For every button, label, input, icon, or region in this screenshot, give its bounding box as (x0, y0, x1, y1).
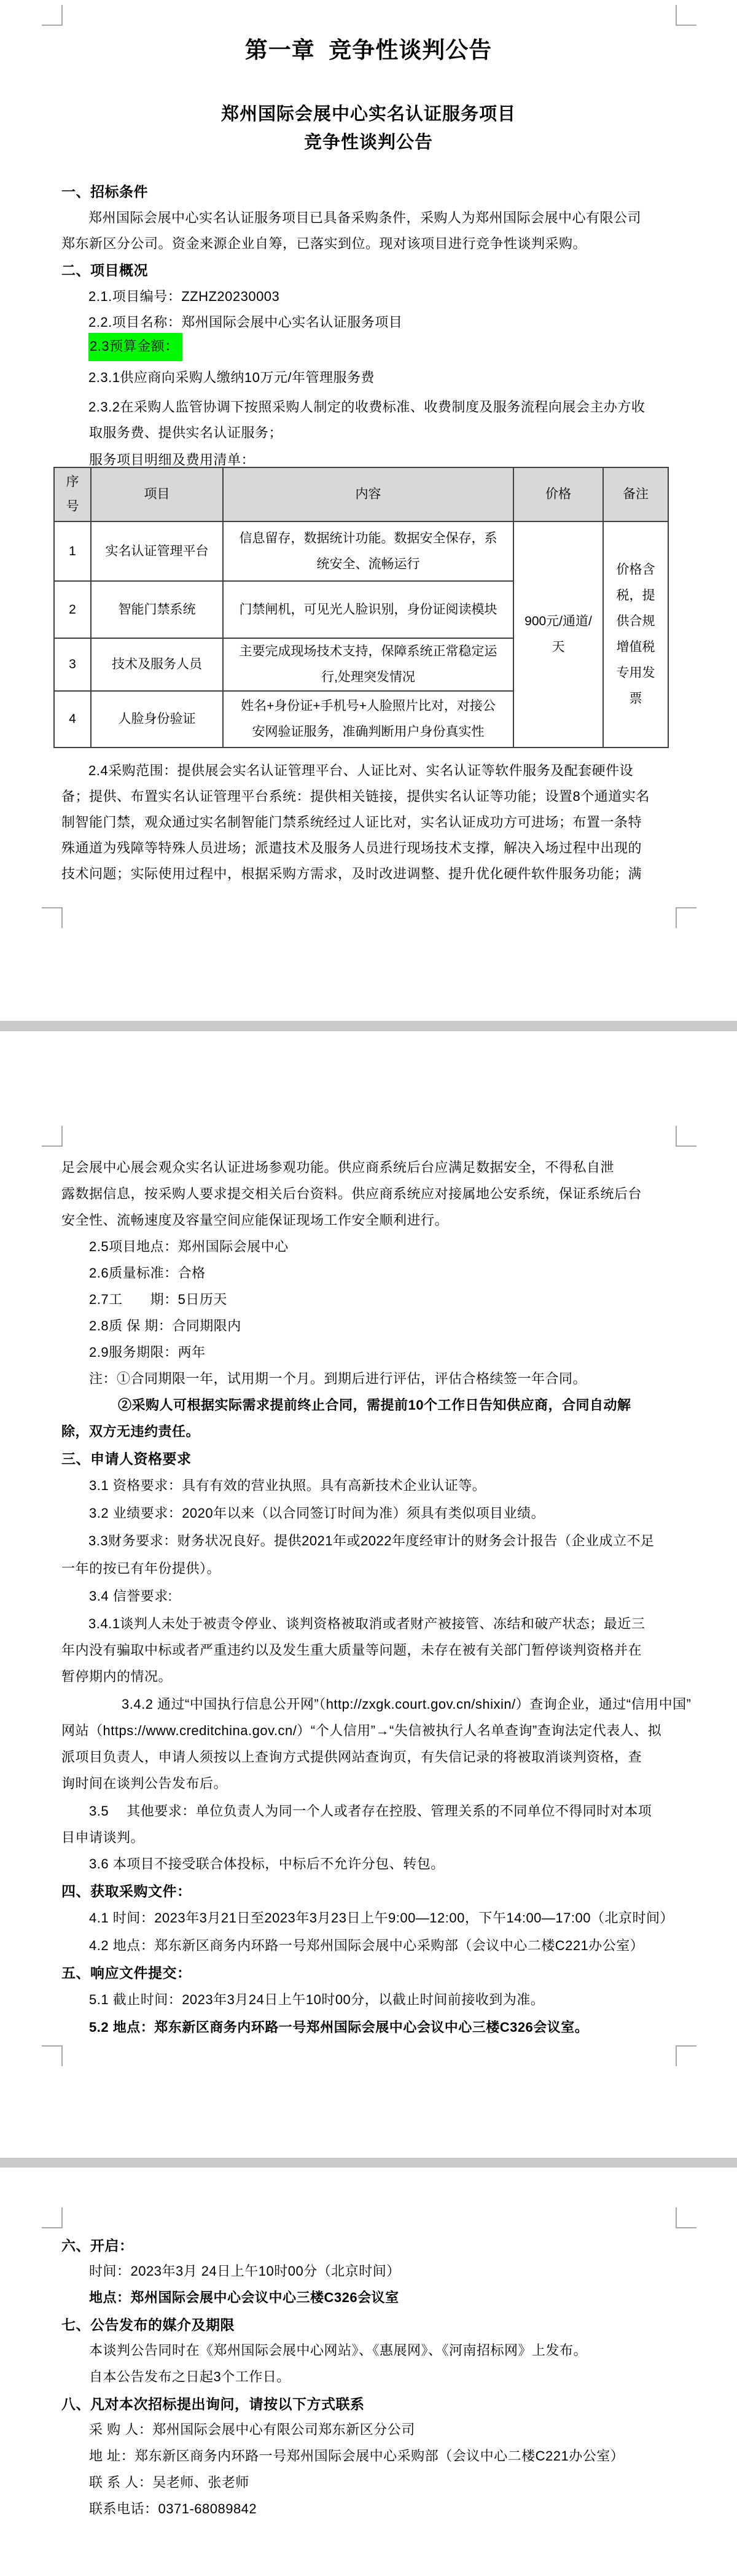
text-line: 服务项目明细及费用清单： (89, 452, 255, 467)
text-line: 2.8质 保 期：合同期限内 (89, 1318, 241, 1333)
section-heading-4: 四、获取采购文件： (61, 1883, 192, 1899)
text-line: 2.9服务期限：两年 (89, 1345, 206, 1360)
col-header-content: 内容 (223, 467, 513, 521)
row-no: 2 (54, 581, 91, 638)
highlighted-text: 2.3预算金额： (88, 333, 182, 361)
text-line: 暂停期内的情况。 (61, 1669, 173, 1684)
margin-corner-mark (676, 1126, 696, 1147)
text-line: 2.3.2在采购人监管协调下按照采购人制定的收费标准、收费制度及服务流程向展会主办方收 (88, 399, 645, 415)
text-line: 3.1 资格要求：具有有效的营业执照。具有高新技术企业认证等。 (89, 1478, 486, 1493)
row-no: 1 (54, 521, 91, 581)
text-line: 一年的按已有年份提供）。 (61, 1561, 221, 1576)
row-no: 4 (54, 691, 91, 747)
margin-corner-mark (676, 5, 696, 26)
text-line: 地点：郑州国际会展中心会议中心三楼C326会议室 (89, 2290, 399, 2305)
contact-phone-line: 联系电话：0371-68089842 (89, 2501, 257, 2516)
text-line: 2.1.项目编号：ZZHZ20230003 (88, 289, 280, 304)
section-heading-5: 五、响应文件提交： (61, 1965, 192, 1981)
text-line: 郑州国际会展中心实名认证服务项目已具备采购条件，采购人为郑州国际会展中心有限公司 (88, 210, 642, 225)
col-header-item: 项目 (91, 467, 223, 521)
text-line: 本谈判公告同时在《郑州国际会展中心网站》、《惠展网》、《河南招标网》上发布。 (89, 2343, 588, 2358)
col-header-price: 价格 (513, 467, 603, 521)
margin-corner-mark (676, 2207, 696, 2228)
note-cell: 价格含税，提供合规增值税专用发票 (603, 521, 668, 747)
text-line: 郑东新区分公司。资金来源企业自筹，已落实到位。现对该项目进行竞争性谈判采购。 (61, 236, 587, 251)
col-header-no: 序号 (54, 467, 91, 521)
text-line: 3.6 本项目不接受联合体投标，中标后不允许分包、转包。 (89, 1856, 445, 1872)
page-2 (0, 1031, 737, 2158)
margin-corner-mark (42, 5, 63, 26)
text-line: 网站（https://www.creditchina.gov.cn/）“个人信用”→“失信被执行人名单查询”查询法定代表人、拟 (61, 1723, 662, 1738)
text-line: 目申请谈判。 (61, 1830, 145, 1845)
margin-corner-mark (676, 907, 696, 928)
text-line: 派项目负责人，申请人须按以上查询方式提供网站查询页，有失信记录的将被取消谈判资格，查 (61, 1749, 642, 1765)
text-line: 3.3财务要求：财务状况良好。提供2021年或2022年度经审计的财务会计报告（企业成立不足 (88, 1533, 655, 1548)
section-heading-1: 一、招标条件 (61, 184, 148, 200)
row-content: 信息留存，数据统计功能。数据安全保存，系统安全、流畅运行 (223, 521, 513, 581)
margin-corner-mark (42, 2045, 63, 2066)
text-line: 3.4.2 通过“中国执行信息公开网”（http://zxgk.court.gov.cn/shixin/）查询企业，通过“信用中国” (122, 1696, 692, 1712)
address-line: 地 址：郑东新区商务内环路一号郑州国际会展中心采购部（会议中心二楼C221办公室） (89, 2448, 625, 2464)
text-line: 制智能门禁，观众通过实名制智能门禁系统经过人证比对，实名认证成功方可进场；布置一条特 (61, 814, 642, 830)
row-item: 实名认证管理平台 (91, 521, 223, 581)
project-title-line2: 竞争性谈判公告 (303, 133, 433, 152)
text-line: 2.3.1供应商向采购人缴纳10万元/年管理服务费 (88, 370, 375, 385)
text-line: 年内没有骗取中标或者严重违约以及发生重大质量等问题，未存在被有关部门暂停谈判资格并在 (61, 1642, 642, 1658)
text-line: 询时间在谈判公告发布后。 (61, 1776, 228, 1791)
section-heading-2: 二、项目概况 (61, 262, 148, 278)
project-title-line1: 郑州国际会展中心实名认证服务项目 (220, 104, 516, 124)
section-heading-7: 七、公告发布的媒介及期限 (61, 2317, 235, 2333)
text-line: 安全性、流畅速度及容量空间应能保证现场工作安全顺利进行。 (61, 1212, 449, 1228)
fee-table-header-row (54, 467, 668, 521)
page-1 (0, 0, 737, 1021)
margin-corner-mark (42, 907, 63, 928)
section-heading-8: 八、凡对本次招标提出询问，请按以下方式联系 (61, 2396, 365, 2412)
page-3 (0, 2168, 737, 2576)
row-no: 3 (54, 638, 91, 691)
text-line: 2.4采购范围：提供展会实名认证管理平台、人证比对、实名认证等软件服务及配套硬件设 (88, 763, 634, 778)
section-heading-6: 六、开启： (61, 2238, 134, 2254)
text-line: 3.4 信誉要求: (89, 1588, 173, 1604)
margin-corner-mark (42, 2207, 63, 2228)
text-line: 4.1 时间：2023年3月21日至2023年3月23日上午9:00—12:00，下午14:00—17:00（北京时间） (89, 1910, 674, 1926)
text-line: 殊通道为残障等特殊人员进场；派遣技术及服务人员进行现场技术支撑，解决入场过程中出现的 (61, 840, 642, 856)
text-line: 3.5 其他要求：单位负责人为同一个人或者存在控股、管理关系的不同单位不得同时对本项 (89, 1803, 652, 1819)
budget-line (88, 333, 182, 361)
text-line: 足会展中心展会观众实名认证进场参观功能。供应商系统后台应满足数据安全，不得私自泄 (61, 1160, 615, 1175)
row-content: 姓名+身份证+手机号+人脸照片比对，对接公安网验证服务，准确判断用户身份真实性 (223, 691, 513, 747)
row-item: 技术及服务人员 (91, 638, 223, 691)
fee-table (53, 467, 669, 748)
section-heading-3: 三、申请人资格要求 (61, 1451, 192, 1467)
margin-corner-mark (42, 1126, 63, 1147)
table-row (54, 521, 668, 581)
row-content: 主要完成现场技术支持，保障系统正常稳定运行,处理突发情况 (223, 638, 513, 691)
text-line: 自本公告发布之日起3个工作日。 (89, 2369, 291, 2384)
price-cell: 900元/通道/天 (513, 521, 603, 747)
row-item: 智能门禁系统 (91, 581, 223, 638)
text-line: 5.1 截止时间：2023年3月24日上午10时00分，以截止时间前接收到为准。 (89, 1992, 545, 2007)
text-line: 2.6质量标准：合格 (89, 1265, 206, 1281)
text-line: 取服务费、提供实名认证服务； (89, 425, 283, 440)
text-line: 除，双方无违约责任。 (61, 1424, 200, 1439)
text-line: 备；提供、布置实名认证管理平台系统：提供相关链接，提供实名认证等功能；设置8个通道实名 (61, 789, 650, 804)
margin-corner-mark (676, 2045, 696, 2066)
text-line: ②采购人可根据实际需求提前终止合同，需提前10个工作日告知供应商，合同自动解 (118, 1397, 631, 1413)
row-item: 人脸身份验证 (91, 691, 223, 747)
text-line: 5.2 地点：郑东新区商务内环路一号郑州国际会展中心会议中心三楼C326会议室。 (89, 2020, 589, 2035)
text-line: 技术问题；实际使用过程中，根据采购方需求，及时改进调整、提升优化硬件软件服务功能；满 (61, 866, 642, 881)
chapter-title: 第一章 竞争性谈判公告 (244, 37, 493, 63)
purchaser-line: 采 购 人：郑州国际会展中心有限公司郑东新区分公司 (89, 2422, 415, 2437)
text-line: 注：①合同期限一年，试用期一个月。到期后进行评估，评估合格续签一年合同。 (89, 1371, 587, 1386)
col-header-note: 备注 (603, 467, 668, 521)
contact-person-line: 联 系 人：吴老师、张老师 (89, 2475, 249, 2490)
text-line: 4.2 地点：郑东新区商务内环路一号郑州国际会展中心采购部（会议中心二楼C221办公室） (89, 1938, 644, 1953)
text-line: 3.2 业绩要求：2020年以来（以合同签订时间为准）须具有类似项目业绩。 (89, 1505, 545, 1521)
text-line: 2.5项目地点：郑州国际会展中心 (89, 1239, 289, 1254)
row-content: 门禁闸机，可见光人脸识别，身份证阅读模块 (223, 581, 513, 638)
text-line: 2.2.项目名称：郑州国际会展中心实名认证服务项目 (88, 314, 403, 330)
text-line: 露数据信息，按采购人要求提交相关后台资料。供应商系统应对接属地公安系统，保证系统后台 (61, 1186, 642, 1201)
text-line: 2.7工 期：5日历天 (89, 1292, 227, 1307)
text-line: 3.4.1谈判人未处于被责令停业、谈判资格被取消或者财产被接管、冻结和破产状态；最近三 (88, 1616, 645, 1631)
text-line: 时间：2023年3月 24日上午10时00分（北京时间） (89, 2263, 400, 2279)
